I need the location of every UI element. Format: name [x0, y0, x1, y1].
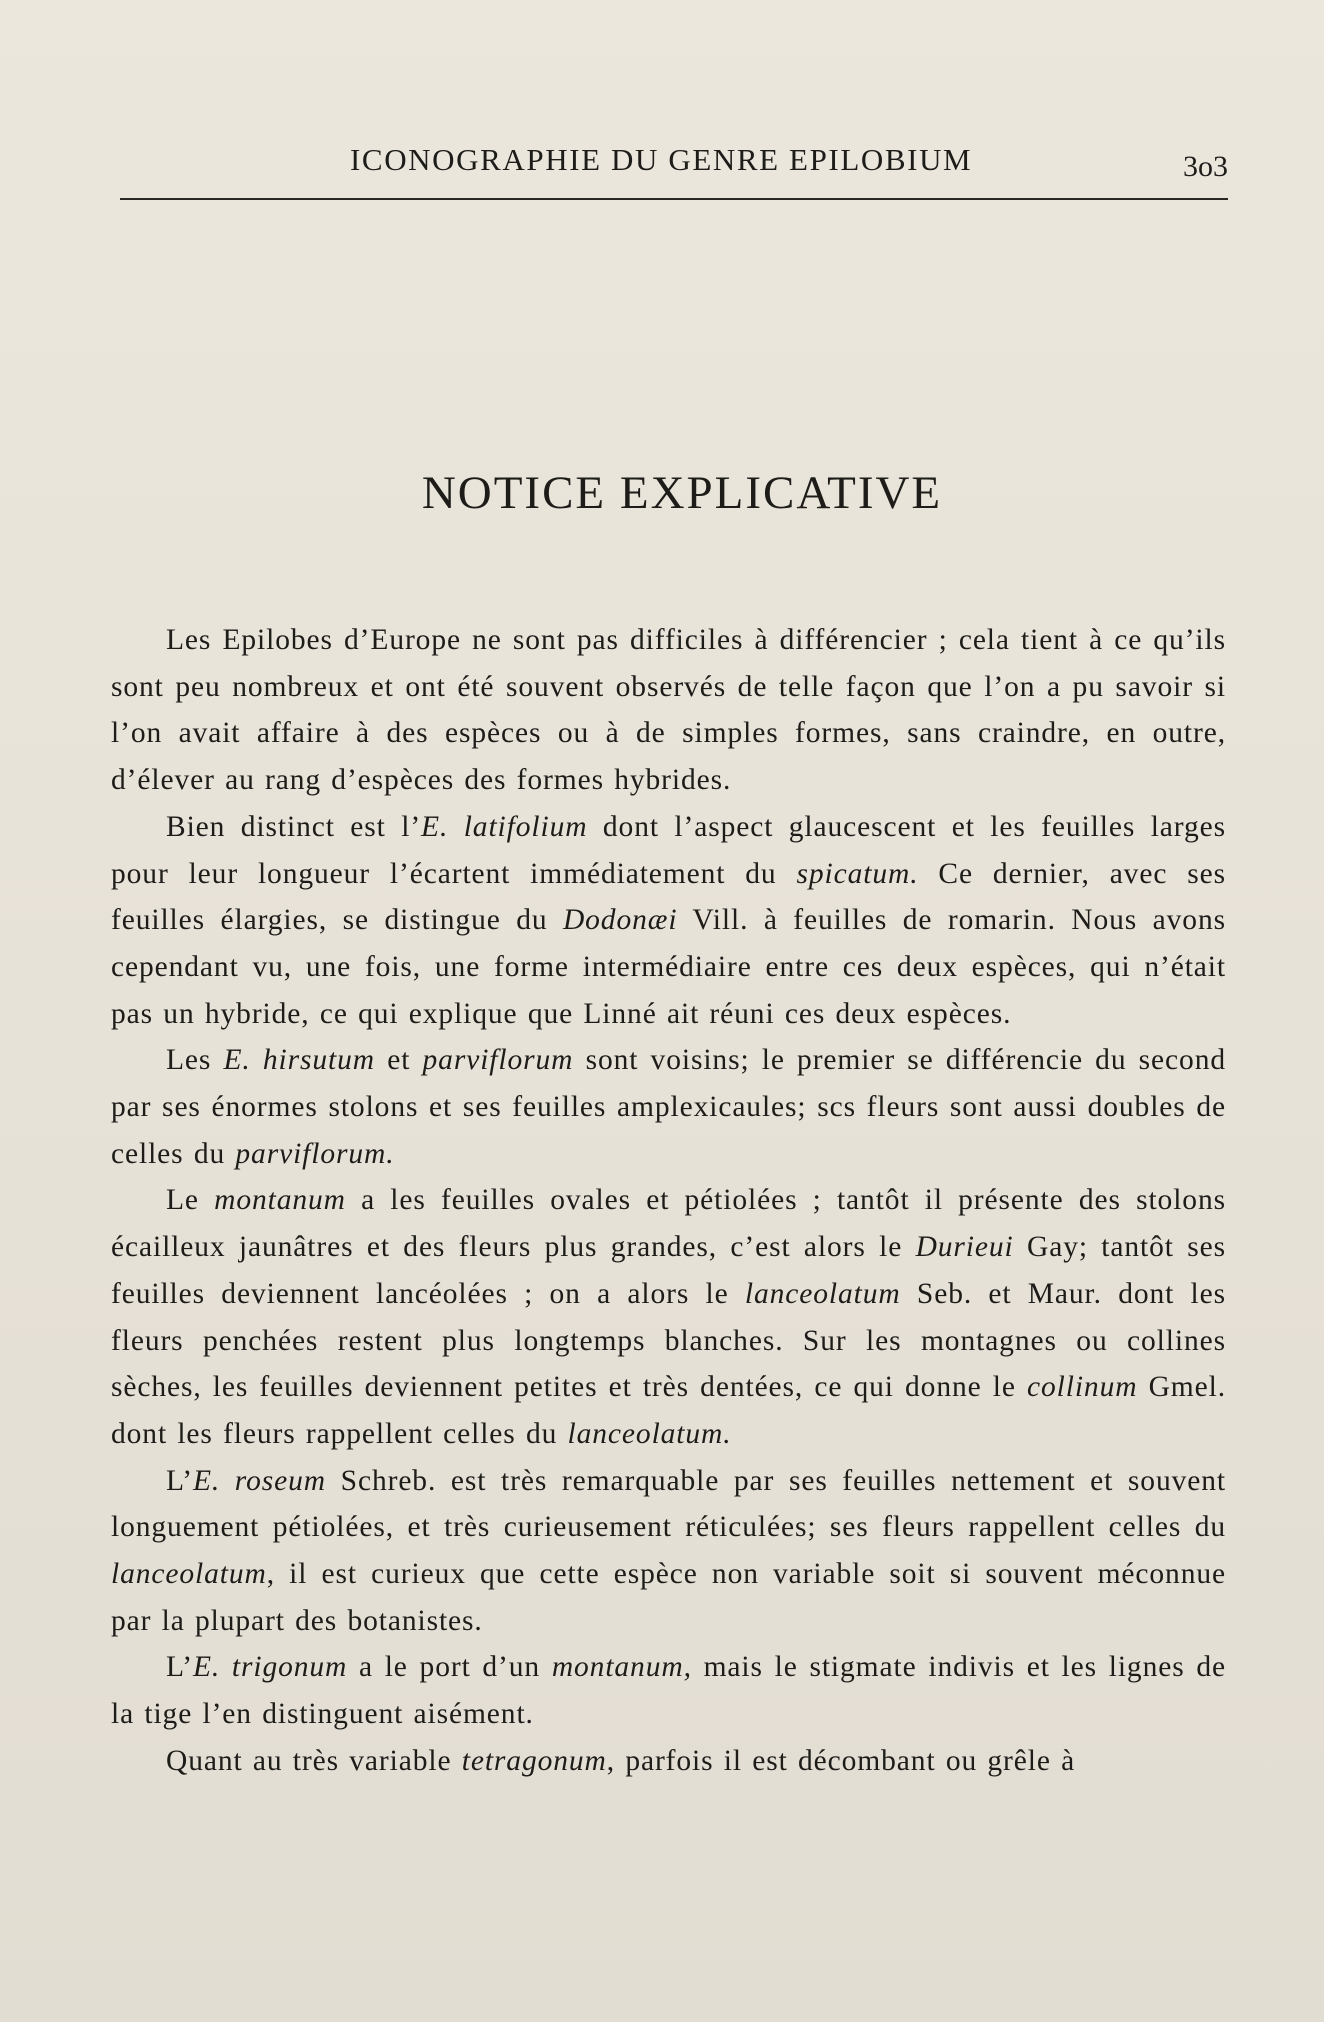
italic-text-run: parviflorum.: [235, 1137, 395, 1170]
text-run: Bien distinct est l’: [166, 810, 422, 843]
text-run: Le: [166, 1184, 215, 1217]
italic-text-run: montanum,: [551, 1651, 692, 1684]
text-run: Vill. à feuilles de romarin. Nous avons cependant vu, une fois, une forme intermédiaire entre ces deux espèces, qui n’était pas un hybride, ce qui explique que Linné ait réuni ces deux espèces.: [111, 904, 1226, 1030]
body-text: [111, 617, 1226, 1785]
paragraph: [111, 1644, 1226, 1737]
text-run: sont voisins; le premier se différencie du second par ses énormes stolons et ses feuilles amplexicaules; scs fleurs sont aussi doubles de celles du: [111, 1044, 1226, 1170]
text-run: L’: [166, 1464, 193, 1497]
italic-text-run: parviflorum: [422, 1044, 574, 1077]
text-run: Seb. et Maur. dont les fleurs penchées restent plus longtemps blanches. Sur les montagnes ou collines sèches, les feuilles deviennent petites et très dentées, ce qui donne le: [111, 1277, 1226, 1404]
text-run: L’: [166, 1651, 193, 1684]
text-run: Ce dernier, avec ses feuilles élargies, se distingue du: [111, 857, 1226, 937]
running-title: ICONOGRAPHIE DU GENRE EPILOBIUM: [350, 142, 973, 177]
page-number: 3o3: [1183, 150, 1228, 183]
text-run: Les Epilobes d’Europe ne sont pas difficiles à différencier ; cela tient à ce qu’ils sont peu nombreux et ont été souvent observés de telle façon que l’on a pu savoir si l’on avait affaire à des espèces ou à de simples formes, sans craindre, en outre, d’élever au rang d’espèces des formes hybrides.: [111, 624, 1226, 797]
italic-text-run: E. hirsutum: [223, 1044, 376, 1077]
paragraph: [111, 804, 1226, 1038]
text-run: a les feuilles ovales et pétiolées ; tantôt il présente des stolons écailleux jaunâtres et des fleurs plus grandes, c’est alors le: [111, 1184, 1226, 1264]
text-run: a le port d’un: [347, 1651, 552, 1684]
italic-text-run: Dodonæi: [562, 904, 678, 937]
italic-text-run: E. latifolium: [421, 810, 588, 843]
paragraph: [111, 617, 1226, 804]
paragraph: [111, 1738, 1226, 1785]
italic-text-run: montanum: [214, 1184, 346, 1217]
italic-text-run: lanceolatum: [744, 1277, 901, 1310]
text-run: Gay; tantôt ses feuilles deviennent lancéolées ; on a alors le: [111, 1231, 1226, 1310]
text-run: et: [375, 1044, 423, 1077]
italic-text-run: lanceolatum: [111, 1558, 267, 1591]
italic-text-run: collinum: [1027, 1371, 1138, 1404]
text-run: Les: [166, 1044, 224, 1077]
italic-text-run: spicatum.: [796, 857, 919, 890]
italic-text-run: E. roseum: [192, 1464, 326, 1497]
text-run: Gmel. dont les fleurs rappellent celles du: [111, 1371, 1226, 1450]
text-run: Quant au très variable: [166, 1744, 462, 1777]
italic-text-run: tetragonum: [461, 1744, 607, 1777]
paragraph: [111, 1177, 1226, 1457]
text-run: , parfois il est décombant ou grêle à: [606, 1744, 1076, 1777]
running-header: [120, 138, 1228, 200]
paragraph: [111, 1458, 1226, 1645]
italic-text-run: Durieui: [915, 1231, 1014, 1264]
italic-text-run: lanceolatum.: [567, 1417, 732, 1450]
text-run: dont l’aspect glaucescent et les feuilles larges pour leur longueur l’écartent immédiatement du: [111, 810, 1226, 890]
text-run: mais le stigmate indivis et les lignes de la tige l’en distinguent aisément.: [111, 1651, 1226, 1731]
section-title: NOTICE EXPLICATIVE: [421, 467, 943, 519]
paragraph: [111, 1037, 1226, 1177]
text-run: Schreb. est très remarquable par ses feuilles nettement et souvent longuement pétiolées, et très curieusement réticulées; ses fleurs rappellent celles du: [111, 1464, 1226, 1544]
italic-text-run: E. trigonum: [192, 1651, 348, 1684]
text-run: , il est curieux que cette espèce non variable soit si souvent méconnue par la plupart des botanistes.: [111, 1558, 1226, 1637]
